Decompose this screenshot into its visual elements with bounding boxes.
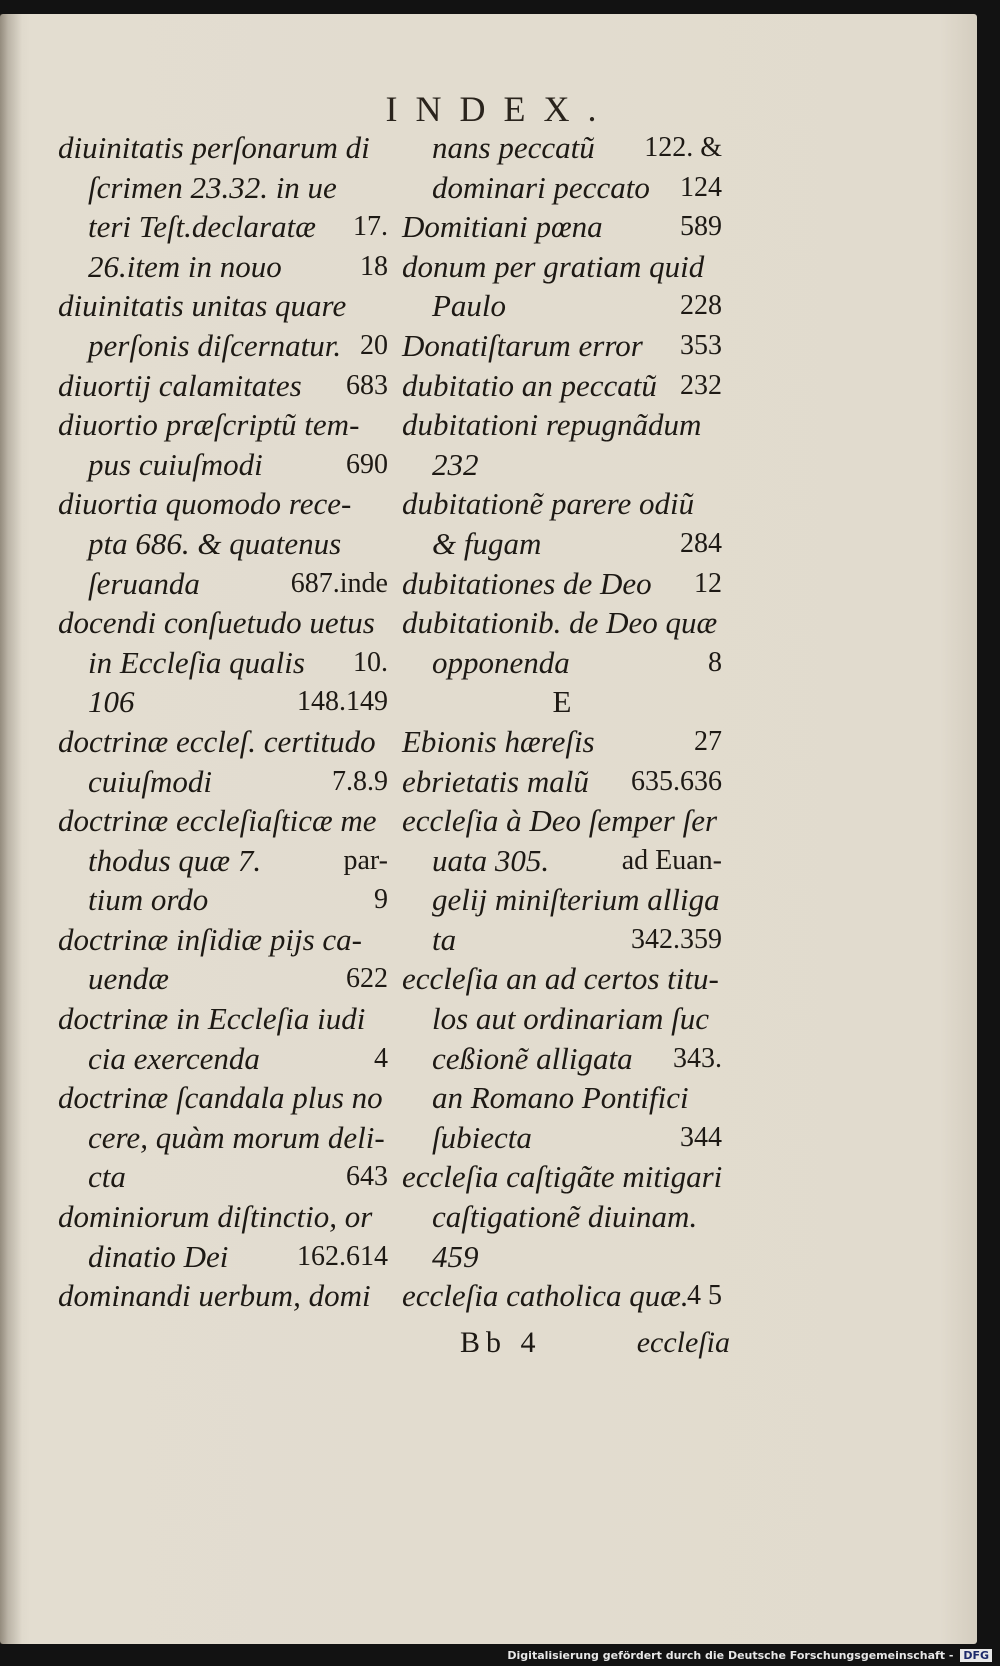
entry-text: 106 (88, 684, 135, 720)
entry-text: perſonis diſcernatur. (88, 327, 342, 363)
index-entry-line (58, 1078, 388, 1118)
entry-text: dubitationib. de Deo quæ (402, 605, 718, 641)
entry-page-reference: 9 (374, 884, 388, 916)
index-entry-line (58, 762, 388, 802)
entry-text: 232 (432, 446, 479, 482)
entry-text: ſcrimen 23.32. in ue (88, 169, 337, 205)
entry-text: cta (88, 1159, 126, 1195)
entry-page-reference: 4 (374, 1042, 388, 1074)
index-entry-line (58, 1157, 388, 1197)
index-entry-line (58, 1118, 388, 1158)
entry-page-reference: 687.inde (290, 567, 388, 599)
entry-text: dominari peccato (432, 169, 650, 205)
index-entry-line (58, 682, 388, 722)
index-entry-line (402, 564, 722, 604)
entry-text: dubitationes de Deo (402, 565, 652, 601)
index-entry-line (58, 801, 388, 841)
gutter-shadow (0, 14, 22, 1644)
index-entry-line (58, 286, 388, 326)
entry-page-reference: par- (343, 844, 388, 876)
index-entry-line (58, 1276, 388, 1316)
entry-text: ebrietatis malũ (402, 763, 589, 799)
entry-text: gelij miniſterium alliga (432, 882, 720, 918)
entry-page-reference: 342.359 (631, 923, 722, 955)
entry-page-reference: 683 (346, 369, 388, 401)
entry-text: cia exercenda (88, 1040, 260, 1076)
entry-text: eccleſia catholica quæ. (402, 1278, 689, 1314)
index-entry-line (58, 524, 388, 564)
entry-text: cere, quàm morum deli- (88, 1119, 385, 1155)
index-entry-line (58, 405, 388, 445)
index-entry-line (58, 128, 388, 168)
entry-text: eccleſia caſtigãte mitigari (402, 1159, 723, 1195)
index-entry-line (402, 682, 722, 722)
entry-page-reference: 589 (680, 211, 722, 243)
index-entry-line (58, 366, 388, 406)
index-entry-line (58, 999, 388, 1039)
entry-text: Ebionis hæreſis (402, 723, 595, 759)
index-entry-line (402, 445, 722, 485)
index-entry-line (402, 286, 722, 326)
entry-text: tium ordo (88, 882, 209, 918)
entry-text: diuortia quomodo rece- (58, 486, 352, 522)
entry-text: diuinitatis perſonarum di (58, 130, 370, 165)
entry-text: uendæ (88, 961, 169, 997)
index-entry-line (58, 1039, 388, 1079)
index-entry-line (402, 722, 722, 762)
index-entry-line (402, 880, 722, 920)
page-header: INDEX. (385, 89, 615, 129)
catchword: eccleſia (636, 1326, 730, 1359)
index-entry-line (58, 564, 388, 604)
entry-page-reference: 344 (680, 1121, 722, 1153)
index-entry-line (402, 1197, 722, 1237)
entry-page-reference: 353 (680, 329, 722, 361)
index-entry-line (58, 603, 388, 643)
index-entry-line (402, 1276, 722, 1316)
index-entry-line (58, 168, 388, 208)
index-entry-line (402, 168, 722, 208)
entry-text: Paulo (432, 288, 507, 324)
index-entry-line (402, 999, 722, 1039)
entry-text: doctrinæ eccleſ. certitudo (58, 723, 376, 759)
entry-text: nans peccatũ (432, 130, 595, 165)
entry-text: doctrinæ inſidiæ pijs ca- (58, 921, 362, 957)
entry-text: ceßionẽ alligata (432, 1040, 633, 1076)
index-entry-line (58, 445, 388, 485)
index-entry-line (58, 1237, 388, 1277)
entry-page-reference: 20 (360, 329, 388, 361)
entry-text: diuinitatis unitas quare (58, 288, 347, 324)
index-entry-line (58, 841, 388, 881)
entry-text: pta 686. & quatenus (88, 525, 342, 561)
index-entry-line (58, 207, 388, 247)
index-entry-line (402, 524, 722, 564)
entry-text: ta (432, 921, 457, 957)
index-entry-line (402, 603, 722, 643)
index-entry-line (402, 1118, 722, 1158)
index-entry-line (402, 366, 722, 406)
index-entry-line (58, 484, 388, 524)
index-entry-line (402, 643, 722, 683)
entry-page-reference: ad Euan- (621, 844, 722, 876)
left-index-column (58, 128, 388, 1316)
index-entry-line (58, 880, 388, 920)
entry-text: doctrinæ eccleſiaſticæ me (58, 803, 377, 839)
entry-text: E (552, 684, 572, 720)
entry-text: opponenda (432, 644, 570, 680)
entry-page-reference: 343. (673, 1042, 722, 1074)
index-entry-line (58, 920, 388, 960)
dfg-logo: DFG (960, 1649, 992, 1662)
index-entry-line (402, 1039, 722, 1079)
entry-text: doctrinæ ſcandala plus no (58, 1080, 383, 1116)
index-entry-line (402, 326, 722, 366)
signature-mark: Bb 4 (460, 1326, 542, 1359)
entry-page-reference: 8 (708, 646, 722, 678)
index-entry-line (58, 722, 388, 762)
entry-page-reference: 643 (346, 1161, 388, 1193)
entry-page-reference: 4 5 (687, 1280, 722, 1312)
credit-text: Digitalisierung gefördert durch die Deutsche Forschungsgemeinschaft - (507, 1649, 954, 1662)
index-entry-line (402, 1237, 722, 1277)
index-entry-line (58, 1197, 388, 1237)
index-entry-line (58, 643, 388, 683)
entry-text: 26.item in nouo (88, 248, 282, 284)
entry-page-reference: 284 (680, 527, 722, 559)
entry-text: dinatio Dei (88, 1238, 229, 1274)
entry-text: uata 305. (432, 842, 550, 878)
entry-page-reference: 27 (694, 725, 722, 757)
entry-text: ſubiecta (432, 1119, 532, 1155)
entry-text: donum per gratiam quid (402, 248, 705, 284)
entry-text: dubitationẽ parere odiũ (402, 486, 695, 522)
entry-text: eccleſia à Deo ſemper ſer (402, 803, 718, 839)
entry-page-reference: 228 (680, 290, 722, 322)
index-entry-line (402, 959, 722, 999)
entry-page-reference: 7.8.9 (332, 765, 388, 797)
digitization-credit (507, 1649, 992, 1662)
entry-text: diuortio præſcriptũ tem- (58, 407, 360, 443)
index-entry-line (402, 1078, 722, 1118)
entry-text: eccleſia an ad certos titu- (402, 961, 719, 997)
entry-text: docendi conſuetudo uetus (58, 605, 375, 641)
entry-page-reference: 12 (694, 567, 722, 599)
index-entry-line (402, 762, 722, 802)
entry-text: 459 (432, 1238, 479, 1274)
entry-text: an Romano Pontifici (432, 1080, 689, 1116)
entry-page-reference: 124 (680, 171, 722, 203)
entry-text: diuortij calamitates (58, 367, 302, 403)
entry-text: cuiuſmodi (88, 763, 212, 799)
index-entry-line (402, 207, 722, 247)
index-entry-line (402, 484, 722, 524)
entry-text: & fugam (432, 525, 542, 561)
index-entry-line (58, 959, 388, 999)
entry-text: dubitationi repugnãdum (402, 407, 702, 443)
entry-text: Donatiſtarum error (402, 327, 643, 363)
page-footer (460, 1326, 730, 1366)
entry-text: in Eccleſia qualis (88, 644, 305, 680)
right-index-column (402, 128, 722, 1316)
index-entry-line (402, 128, 722, 168)
index-entry-line (402, 801, 722, 841)
index-entry-line (58, 326, 388, 366)
entry-text: dubitatio an peccatũ (402, 367, 657, 403)
entry-page-reference: 148.149 (297, 686, 388, 718)
entry-page-reference: 18 (360, 250, 388, 282)
entry-page-reference: 232 (680, 369, 722, 401)
entry-text: dominiorum diſtinctio, or (58, 1199, 373, 1235)
index-entry-line (402, 841, 722, 881)
index-entry-line (402, 1157, 722, 1197)
index-entry-line (402, 247, 722, 287)
entry-text: ſeruanda (88, 565, 200, 601)
index-entry-line (402, 405, 722, 445)
entry-text: pus cuiuſmodi (88, 446, 263, 482)
entry-text: dominandi uerbum, domi (58, 1278, 371, 1314)
entry-page-reference: 635.636 (631, 765, 722, 797)
entry-page-reference: 10. (353, 646, 388, 678)
entry-page-reference: 122. & (644, 132, 722, 163)
entry-page-reference: 17. (353, 211, 388, 243)
entry-text: doctrinæ in Eccleſia iudi (58, 1001, 366, 1037)
index-entry-line (402, 920, 722, 960)
entry-text: teri Teſt.declaratæ (88, 209, 316, 245)
entry-page-reference: 622 (346, 963, 388, 995)
entry-text: Domitiani pœna (402, 209, 603, 245)
entry-text: los aut ordinariam ſuc (432, 1001, 710, 1037)
index-entry-line (58, 247, 388, 287)
entry-page-reference: 162.614 (297, 1240, 388, 1272)
entry-text: caſtigationẽ diuinam. (432, 1199, 698, 1235)
entry-text: thodus quæ 7. (88, 842, 262, 878)
entry-page-reference: 690 (346, 448, 388, 480)
